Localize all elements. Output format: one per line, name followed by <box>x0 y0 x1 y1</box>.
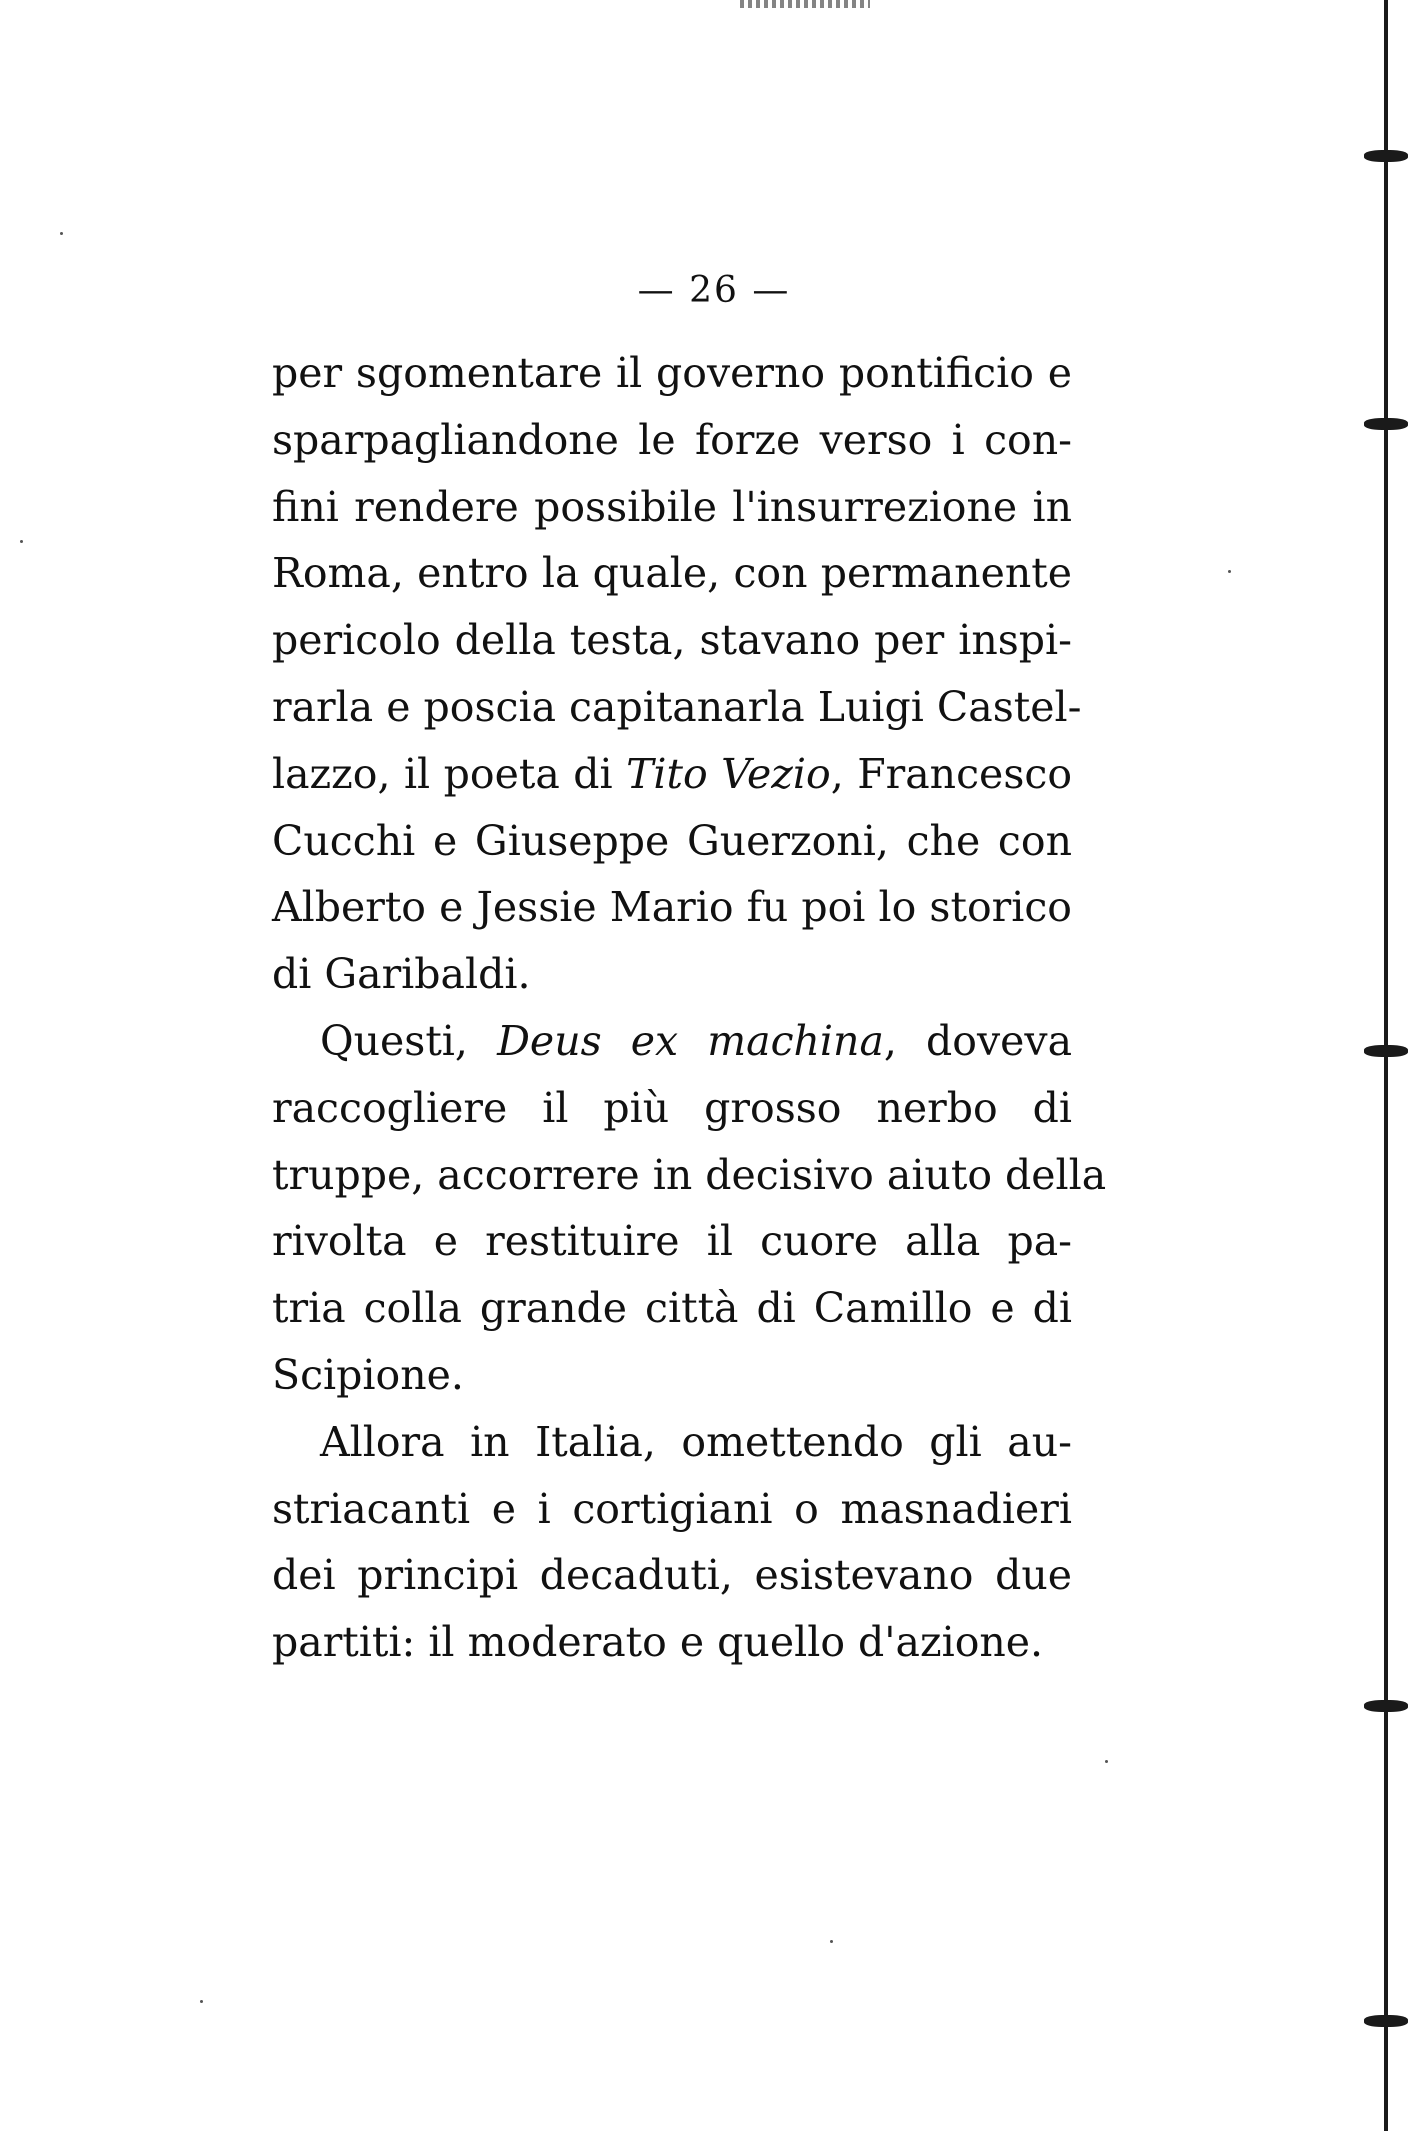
binding-edge <box>1384 0 1388 2131</box>
paper-speck <box>1105 1760 1108 1763</box>
text-line: Alberto e Jessie Mario fu poi lo storico <box>272 883 1072 932</box>
binding-mark <box>1364 1045 1408 1057</box>
text-line: fini rendere possibile l'insurrezione in <box>272 482 1072 531</box>
text-line: Questi, Deus ex machina, doveva <box>320 1016 1073 1065</box>
text-line: rarla e poscia capitanarla Luigi Castel- <box>272 682 1082 731</box>
text-line: partiti: il moderato e quello d'azione. <box>272 1618 1044 1667</box>
text-line: per sgomentare il governo pontificio e <box>272 349 1072 397</box>
paper-speck <box>830 1940 833 1943</box>
text-line: Roma, entro la quale, con permanente <box>272 549 1072 598</box>
text-line: Cucchi e Giuseppe Guerzoni, che con <box>272 816 1072 865</box>
body-text <box>272 340 1107 1676</box>
text-line: Allora in Italia, omettendo gli au- <box>320 1417 1072 1466</box>
paper-speck <box>1228 570 1231 573</box>
text-line: lazzo, il poeta di Tito Vezio, Francesco <box>272 749 1073 798</box>
page-number: — 26 — <box>637 270 791 311</box>
text-line: rivolta e restituire il cuore alla pa- <box>272 1217 1072 1266</box>
text-line: truppe, accorrere in decisivo aiuto della <box>272 1150 1107 1199</box>
paper-speck <box>60 232 63 235</box>
text-line: dei principi decaduti, esistevano due <box>272 1551 1072 1600</box>
text-line: di Garibaldi. <box>272 950 531 999</box>
paper-speck <box>20 540 23 543</box>
binding-mark <box>1364 150 1408 162</box>
text-line: pericolo della testa, stavano per inspi- <box>272 616 1072 665</box>
top-edge-smudge <box>740 0 870 8</box>
text-line: raccogliere il più grosso nerbo di <box>272 1083 1072 1132</box>
text-line: tria colla grande città di Camillo e di <box>272 1284 1072 1333</box>
text-line: Scipione. <box>272 1350 464 1399</box>
text-line: striacanti e i cortigiani o masnadieri <box>272 1484 1072 1533</box>
binding-mark <box>1364 2015 1408 2027</box>
binding-mark <box>1364 1700 1408 1712</box>
paper-speck <box>200 2000 203 2003</box>
binding-mark <box>1364 418 1408 430</box>
text-line: sparpagliandone le forze verso i con- <box>272 415 1072 464</box>
